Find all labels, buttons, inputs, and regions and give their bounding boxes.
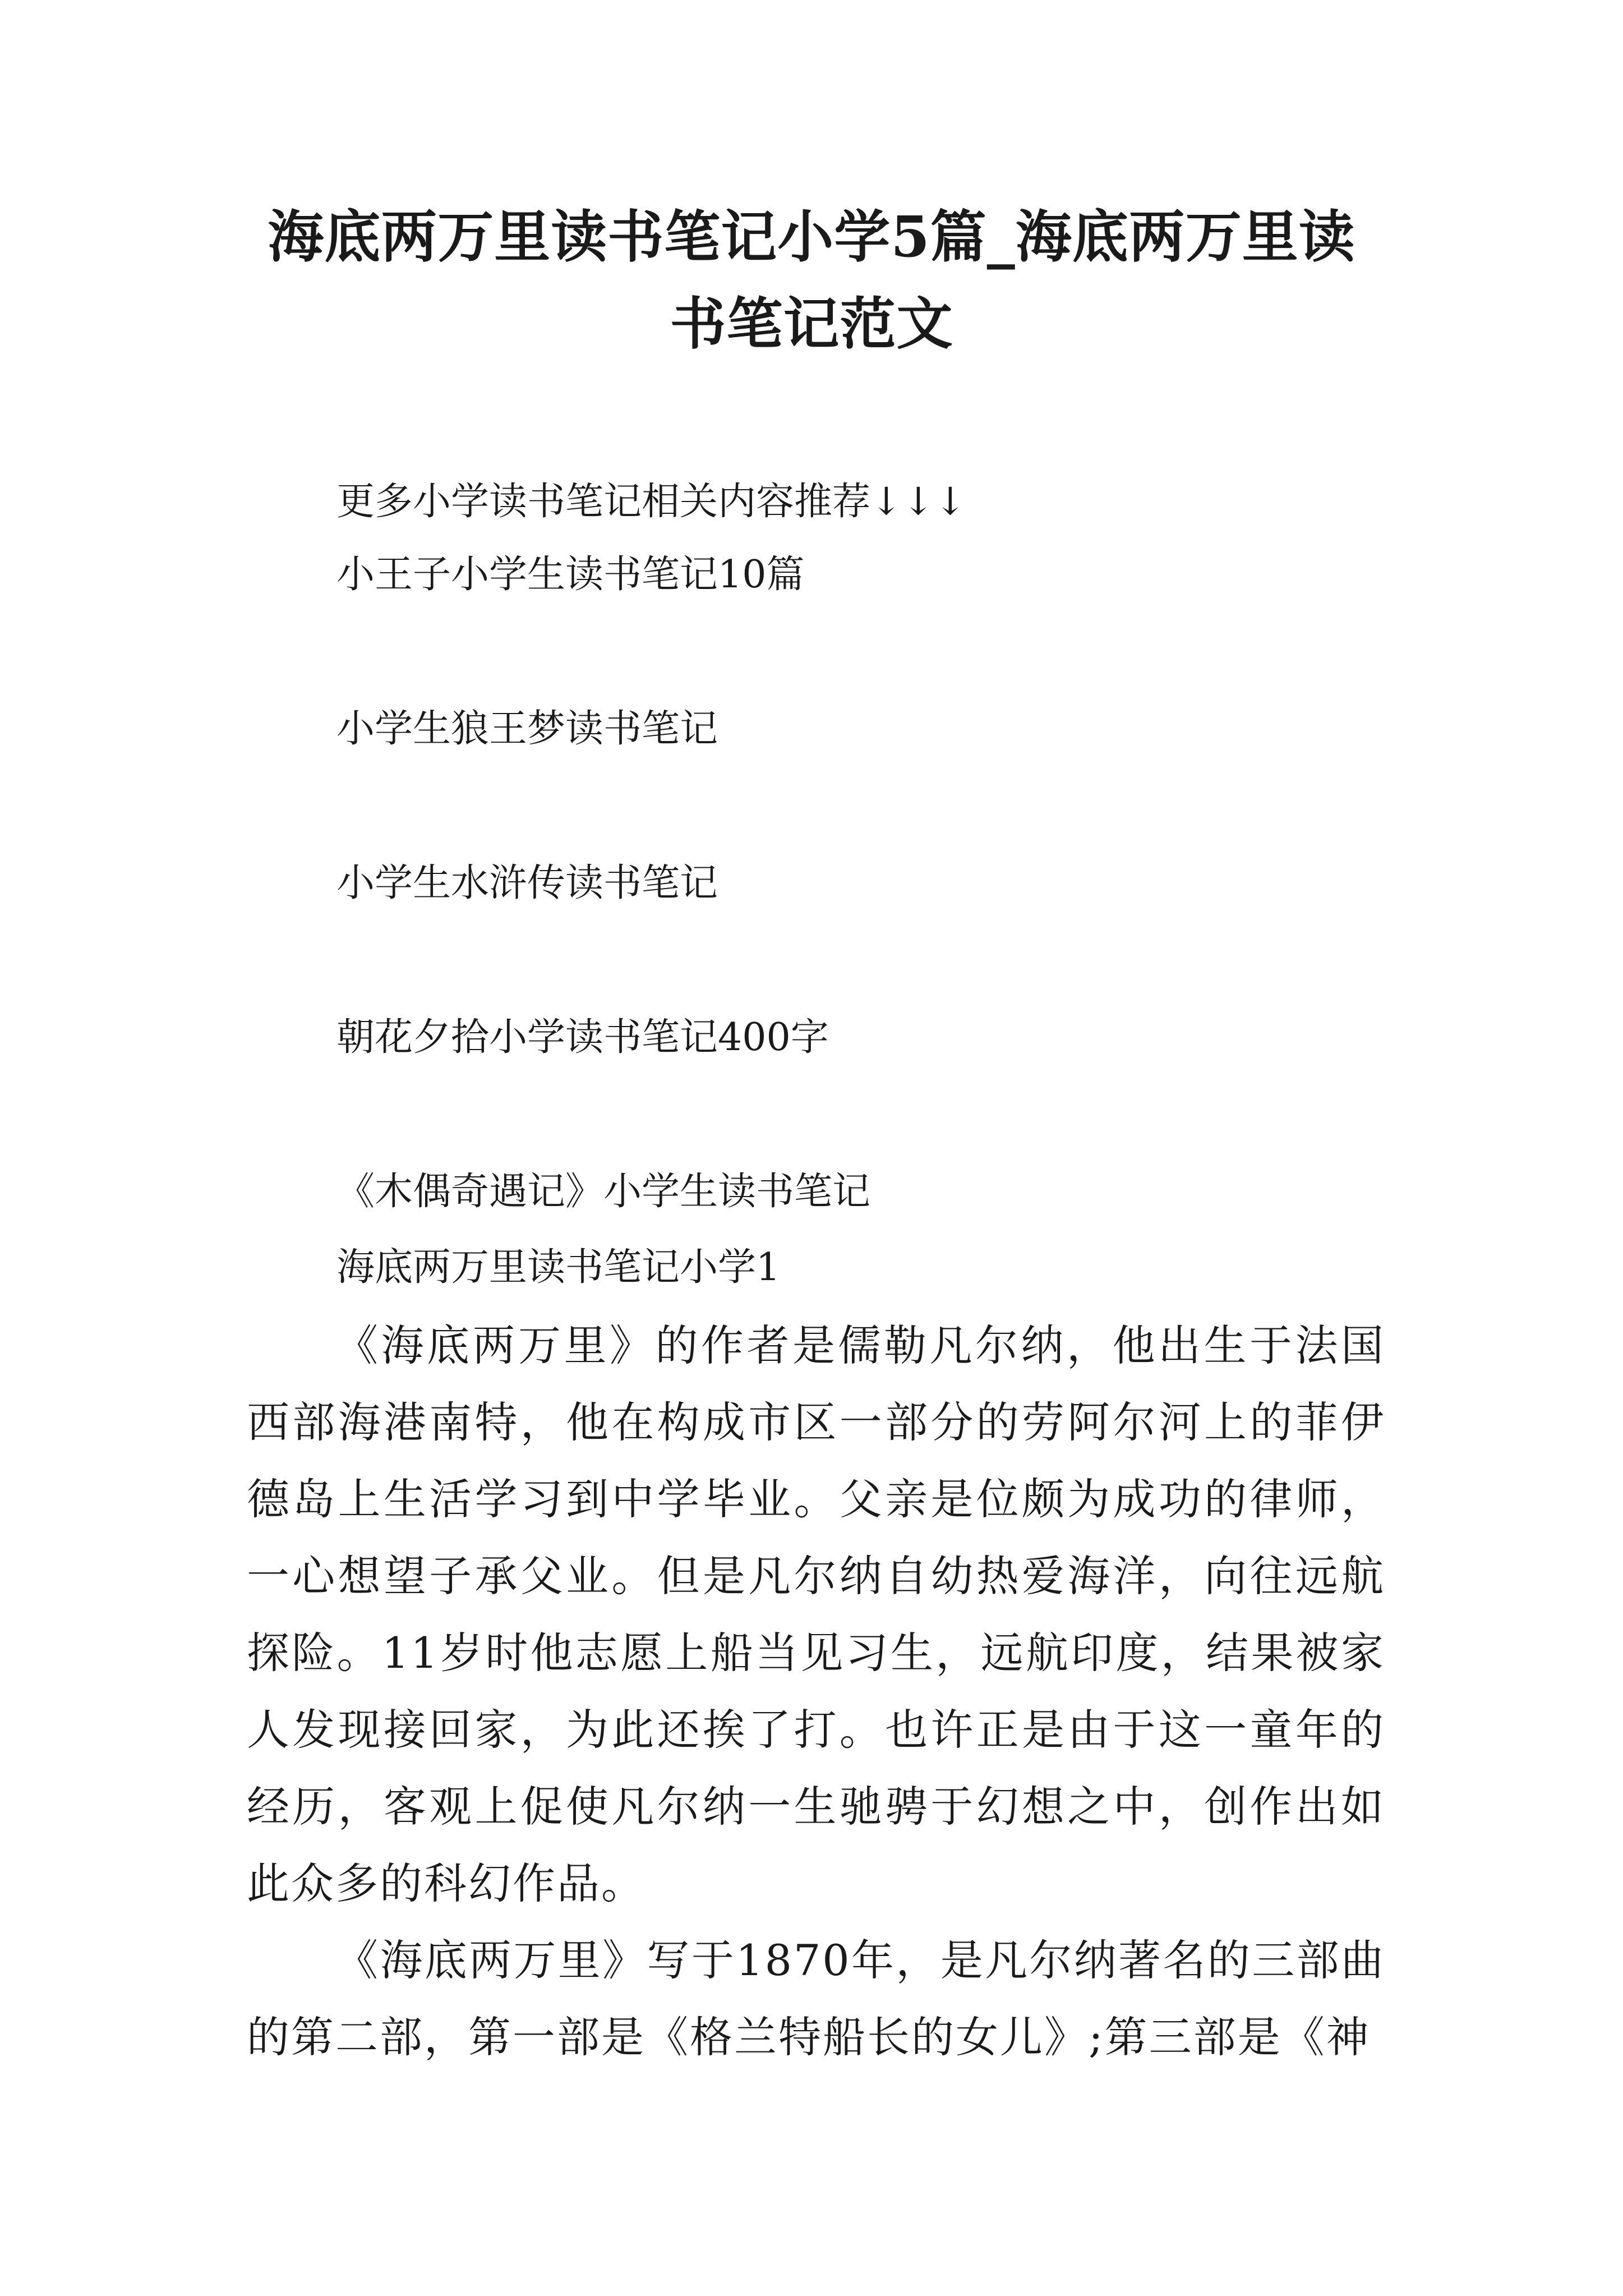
recommend-link[interactable]: 《木偶奇遇记》小学生读书笔记	[336, 1170, 871, 1214]
section-heading: 海底两万里读书笔记小学1	[336, 1245, 781, 1290]
body-paragraph: 《海底两万里》写于1870年，是凡尔纳著名的三部曲的第二部，第一部是《格兰特船长的女儿》;第三部是《神	[247, 1935, 1385, 2062]
recommend-link[interactable]: 小学生狼王梦读书笔记	[336, 707, 718, 751]
recommend-link[interactable]: 小王子小学生读书笔记10篇	[336, 553, 805, 597]
document-title: 海底两万里读书笔记小学5篇_海底两万里读书笔记范文	[268, 204, 1355, 357]
body-paragraph: 《海底两万里》的作者是儒勒凡尔纳，他出生于法国西部海港南特，他在构成市区一部分的劳阿尔河上的菲伊德岛上生活学习到中学毕业。父亲是位颇为成功的律师，一心想望子承父业。但是凡尔纳自幼热爱海洋，向往远航探险。11岁时他志愿上船当见习生，远航印度，结果被家人发现接回家，为此还挨了打。也许正是由于这一童年的经历，客观上促使凡尔纳一生驰骋于幻想之中，创作出如此众多的科幻作品。	[247, 1320, 1385, 1908]
recommend-link[interactable]: 小学生水浒传读书笔记	[336, 861, 718, 905]
article-body	[247, 1307, 1385, 2076]
recommend-heading: 更多小学读书笔记相关内容推荐↓↓↓	[336, 480, 966, 524]
recommend-link[interactable]: 朝花夕拾小学读书笔记400字	[336, 1015, 829, 1060]
